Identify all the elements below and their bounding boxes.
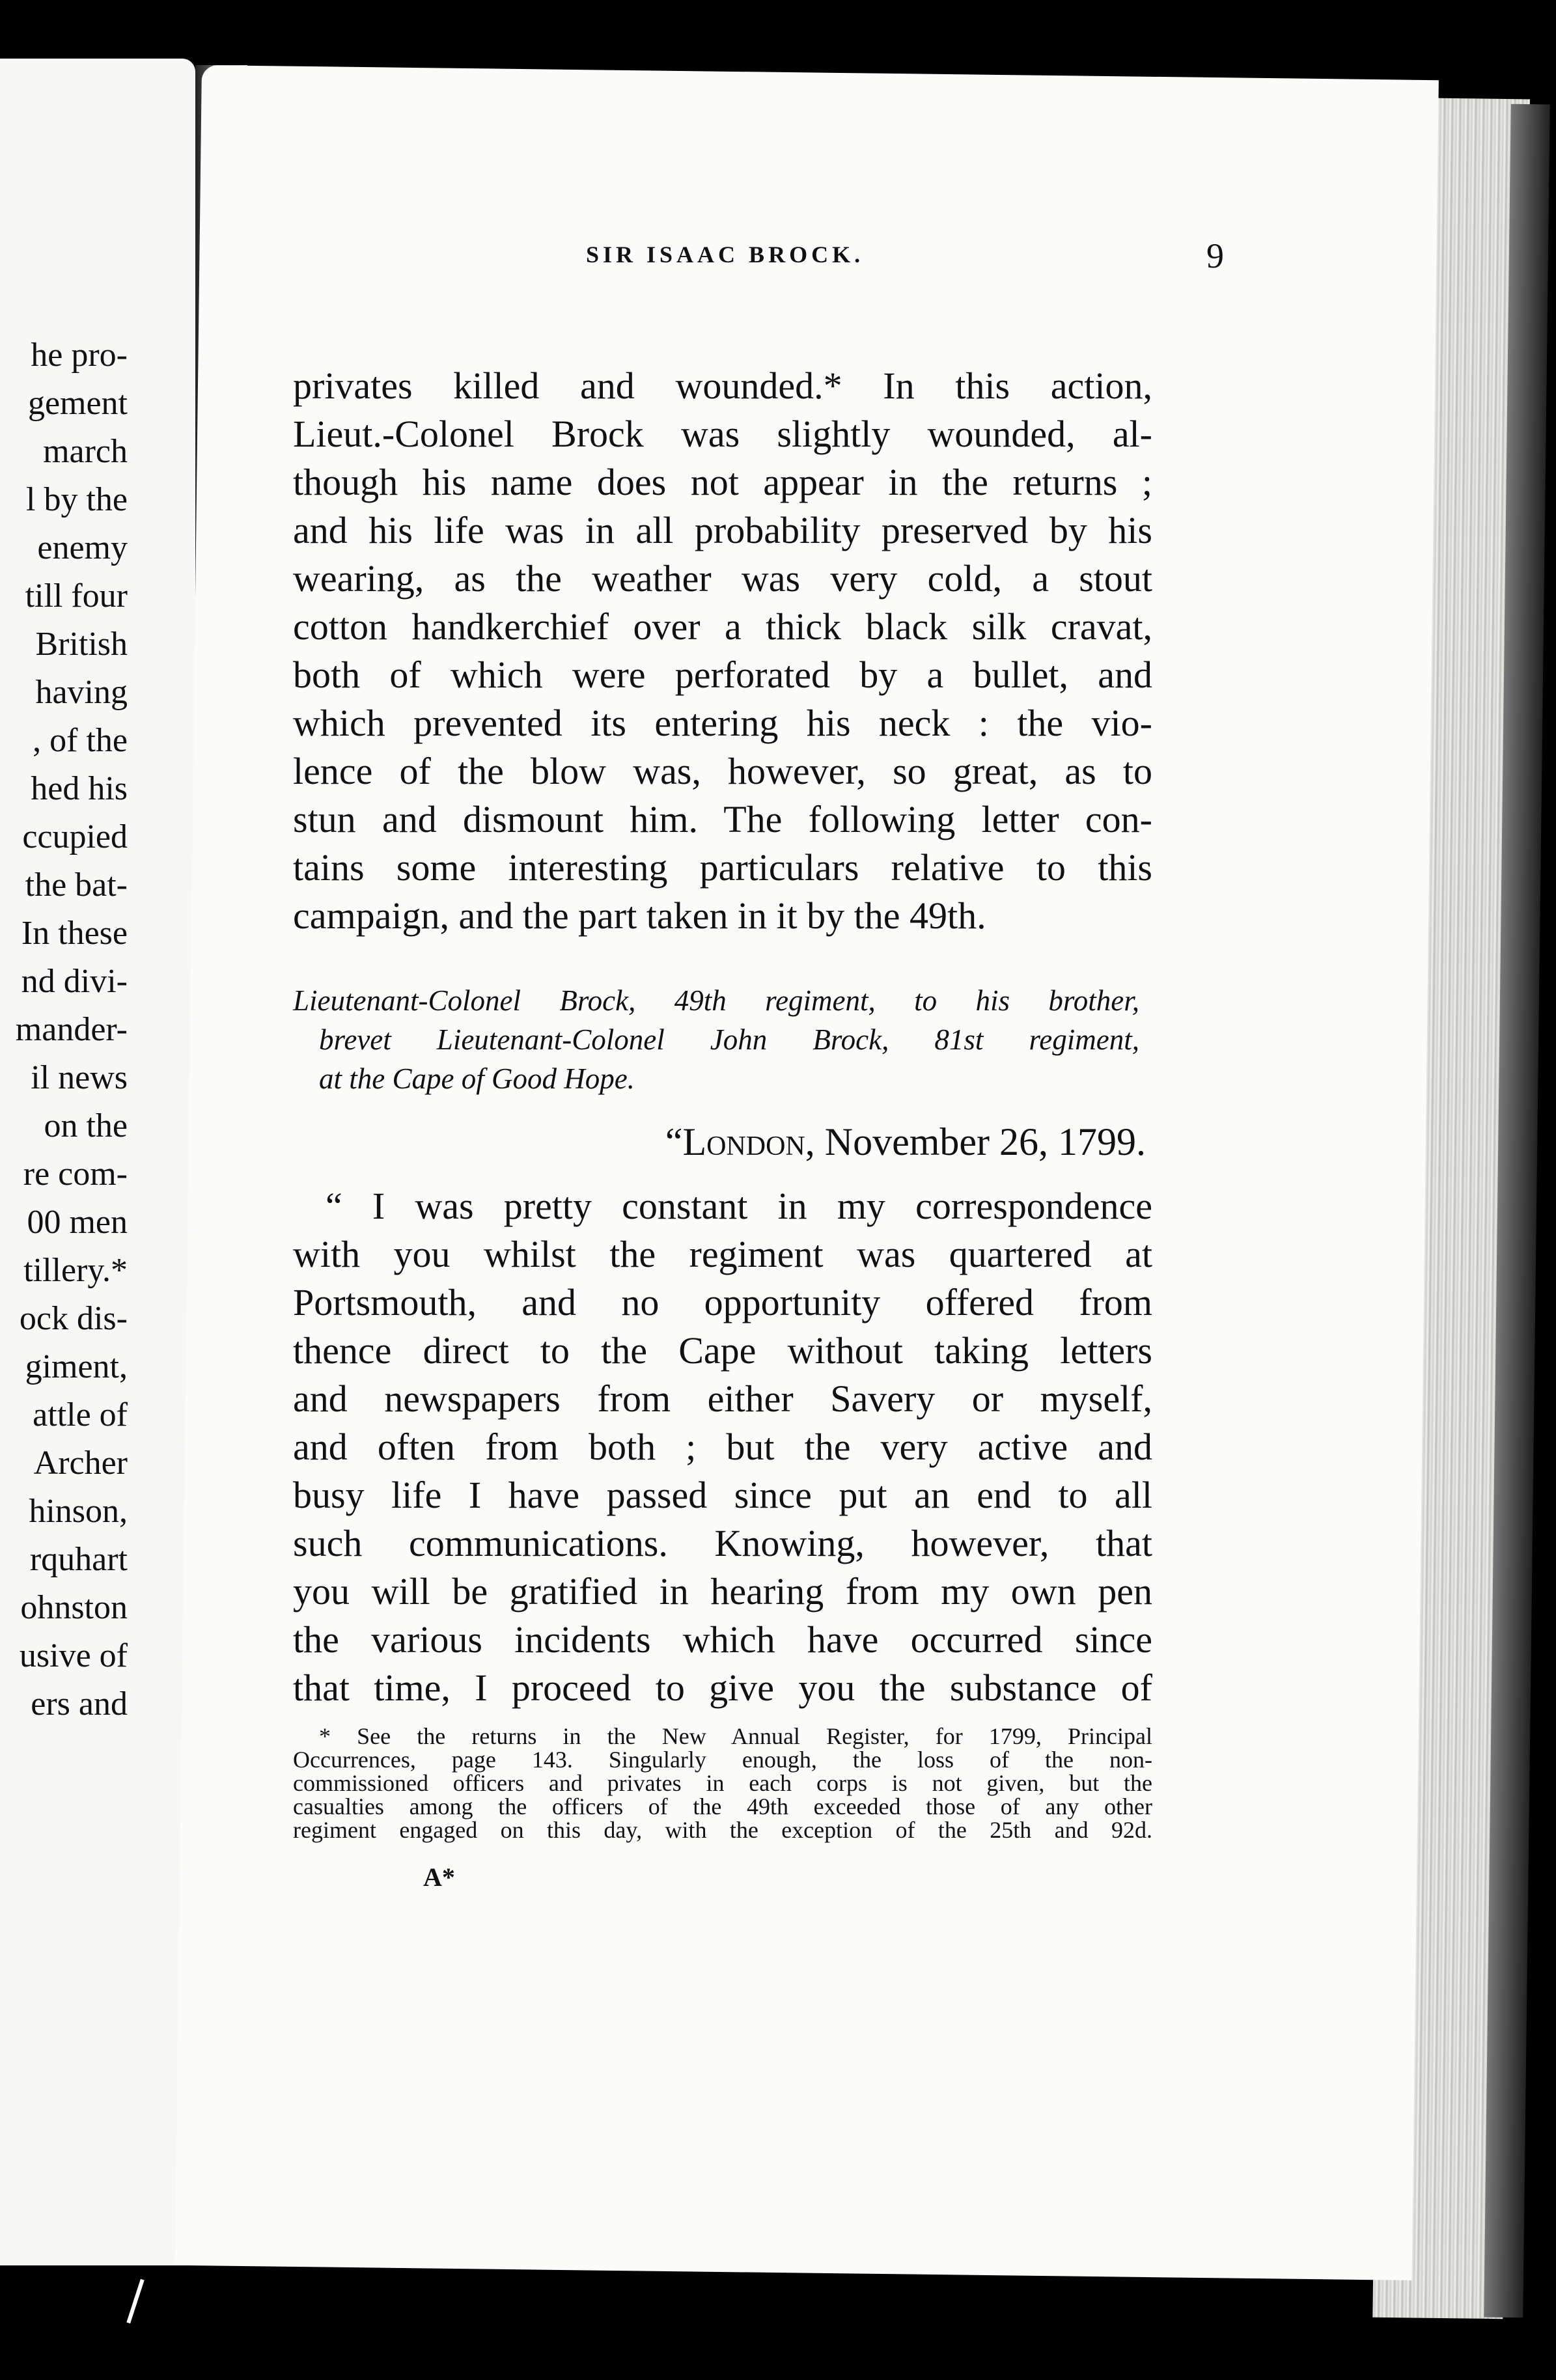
letter-body-line: “ I was pretty constant in my correspondence [326,1185,1152,1227]
left-page-line: ock dis- [19,1300,128,1337]
body-line: campaign, and the part taken in it by the 49th. [293,894,986,937]
letter-body-line: busy life I have passed since put an end to all [293,1474,1152,1516]
left-page-line: hinson, [29,1493,128,1530]
body-line: both of which were perforated by a bullet, and [293,654,1152,696]
letter-body-line: and newspapers from either Savery or myself, [293,1377,1152,1420]
letter-caption-line: Lieutenant-Colonel Brock, 49th regiment, to his brother, [293,984,1139,1017]
left-page-line: mander- [15,1011,128,1048]
left-page-line: attle of [33,1396,128,1433]
letter-body-line: thence direct to the Cape without taking letters [293,1329,1152,1372]
footnote-line: commissioned officers and privates in each corps is not given, but the [293,1770,1152,1796]
letter-body-line: you will be gratified in hearing from my own pen [293,1570,1152,1612]
letter-caption-line: at the Cape of Good Hope. [319,1062,635,1095]
letter-body-line: Portsmouth, and no opportunity offered from [293,1281,1152,1323]
page-number: 9 [1206,236,1224,275]
left-page [0,59,195,2265]
signature-mark: A* [423,1862,455,1892]
left-page-line: the bat- [25,866,128,904]
left-page-line: 00 men [27,1204,128,1241]
letter-body-line: such communications. Knowing, however, that [293,1522,1152,1564]
body-line: stun and dismount him. The following letter con- [293,798,1152,840]
letter-body-line: with you whilst the regiment was quartered at [293,1233,1152,1275]
letter-body-line: that time, I proceed to give you the substance of [293,1667,1152,1709]
letter-body-line: the various incidents which have occurred since [293,1618,1152,1661]
left-page-line: Archer [33,1445,128,1482]
left-page-line: he pro- [31,337,128,374]
letter-dateline [665,1120,1146,1165]
left-page-line: ccupied [22,818,128,855]
body-line: and his life was in all probability preserved by his [293,509,1152,551]
left-page-line: giment, [25,1348,128,1385]
left-page-line: tillery.* [23,1252,128,1289]
dateline-date: November 26, 1799. [824,1120,1146,1163]
body-line: tains some interesting particulars relative to this [293,846,1152,889]
left-page-line: re com- [23,1155,128,1193]
left-page-line: march [43,433,128,470]
body-line: lence of the blow was, however, so great, as to [293,750,1152,792]
body-line: wearing, as the weather was very cold, a stout [293,557,1152,600]
left-page-line: enemy [37,529,128,566]
footnote-line: Occurrences, page 143. Singularly enough, the loss of the non- [293,1747,1152,1773]
body-line: Lieut.-Colonel Brock was slightly wounded, al- [293,413,1152,455]
body-line: privates killed and wounded.* In this action, [293,365,1152,407]
left-page-line: gement [27,385,128,422]
left-page-line: hed his [31,770,128,807]
running-head: SIR ISAAC BROCK. [586,242,865,268]
left-page-line: usive of [19,1637,128,1674]
left-page-line: British [35,626,128,663]
left-page-line: l by the [26,481,128,518]
left-page-line: till four [25,577,128,615]
scan-artifact-mark [126,2279,144,2323]
footnote-line: regiment engaged on this day, with the exception of the 25th and 92d. [293,1817,1152,1843]
left-page-line: il news [31,1059,128,1096]
left-page-line: ohnston [20,1589,128,1626]
left-page-line: ers and [31,1685,128,1723]
body-line: which prevented its entering his neck : the vio- [293,702,1152,744]
left-page-line: , of the [33,722,128,759]
letter-body-line: and often from both ; but the very active and [293,1426,1152,1468]
body-line: though his name does not appear in the returns ; [293,461,1152,503]
left-page-line: on the [44,1107,128,1144]
left-page-line: nd divi- [21,963,128,1000]
left-page-line: In these [21,915,128,952]
dateline-place: “London, [665,1120,815,1163]
footnote-line: * See the returns in the New Annual Register, for 1799, Principal [319,1723,1152,1749]
body-line: cotton handkerchief over a thick black silk cravat, [293,605,1152,648]
left-page-line: having [35,674,128,711]
page-header [384,236,1224,280]
letter-caption-line: brevet Lieutenant-Colonel John Brock, 81st regiment, [319,1023,1139,1056]
footnote-line: casualties among the officers of the 49th exceeded those of any other [293,1793,1152,1820]
left-page-line: rquhart [29,1541,128,1578]
